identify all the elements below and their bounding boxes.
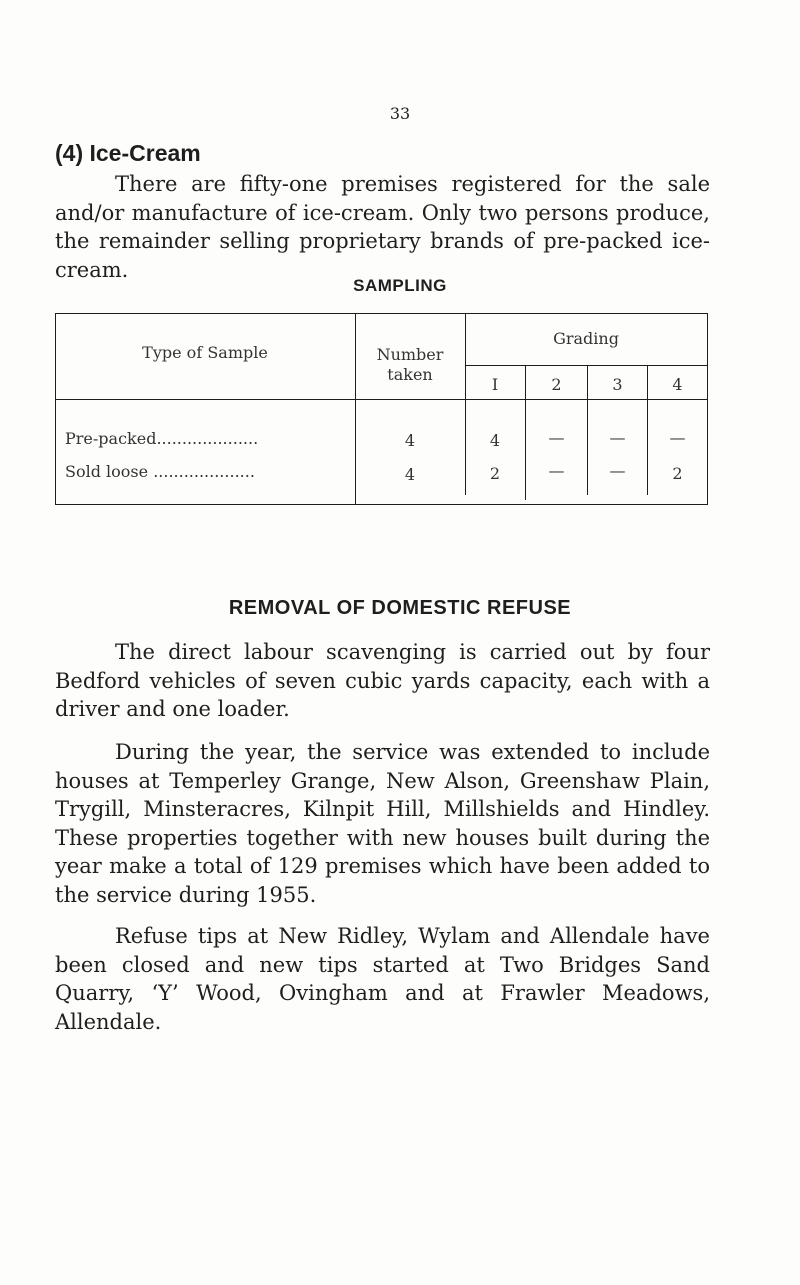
ice-cream-paragraph: There are fifty-one premises registered for the sale and/or manufacture of ice-cream. Only two persons produce, the remainder selling proprietary brands of pre-packed ice-cream.	[55, 172, 710, 282]
column-header-grading: Grading	[553, 329, 619, 348]
refuse-heading: REMOVAL OF DOMESTIC REFUSE	[228, 597, 572, 619]
table-row-grade: —	[669, 428, 686, 447]
section-title: (4) Ice-Cream	[55, 140, 201, 166]
table-row-number: 4	[404, 465, 416, 484]
column-header-number: Number taken	[376, 345, 444, 384]
table-row-type: Sold loose ....................	[65, 462, 255, 481]
table-row-number: 4	[404, 431, 416, 450]
grade-header: I	[491, 375, 499, 394]
refuse-paragraph-3: Refuse tips at New Ridley, Wylam and Allendale have been closed and new tips started at Two Bridges Sand Quarry, ‘Y’ Wood, Ovingham and at Frawler Meadows, Allendale.	[55, 924, 710, 1034]
table-row-grade: 2	[672, 464, 683, 483]
table-row-grade: —	[548, 461, 565, 480]
grade-header: 2	[551, 375, 562, 394]
table-row-grade: —	[609, 428, 626, 447]
grade-header: 4	[672, 375, 683, 394]
table-row-grade: 4	[489, 431, 501, 450]
refuse-paragraph-1: The direct labour scavenging is carried out by four Bedford vehicles of seven cubic yards capacity, each with a driver and one loader.	[55, 640, 710, 721]
sampling-table	[55, 313, 707, 505]
table-row-type: Pre-packed....................	[65, 429, 259, 448]
table-row-grade: —	[548, 428, 565, 447]
table-row-grade: 2	[489, 464, 501, 483]
table-row-grade: —	[609, 461, 626, 480]
grade-header: 3	[612, 375, 623, 394]
refuse-paragraph-2: During the year, the service was extended to include houses at Temperley Grange, New Alson, Greenshaw Plain, Trygill, Minsteracres, Kilnpit Hill, Millshields and Hindley. These properties together with new houses built during the year make a total of 129 premises which have been added to the service during 1955.	[55, 740, 710, 907]
sampling-heading: SAMPLING	[353, 276, 447, 295]
column-header-type: Type of Sample	[142, 343, 268, 362]
page-number: 33	[389, 104, 411, 123]
